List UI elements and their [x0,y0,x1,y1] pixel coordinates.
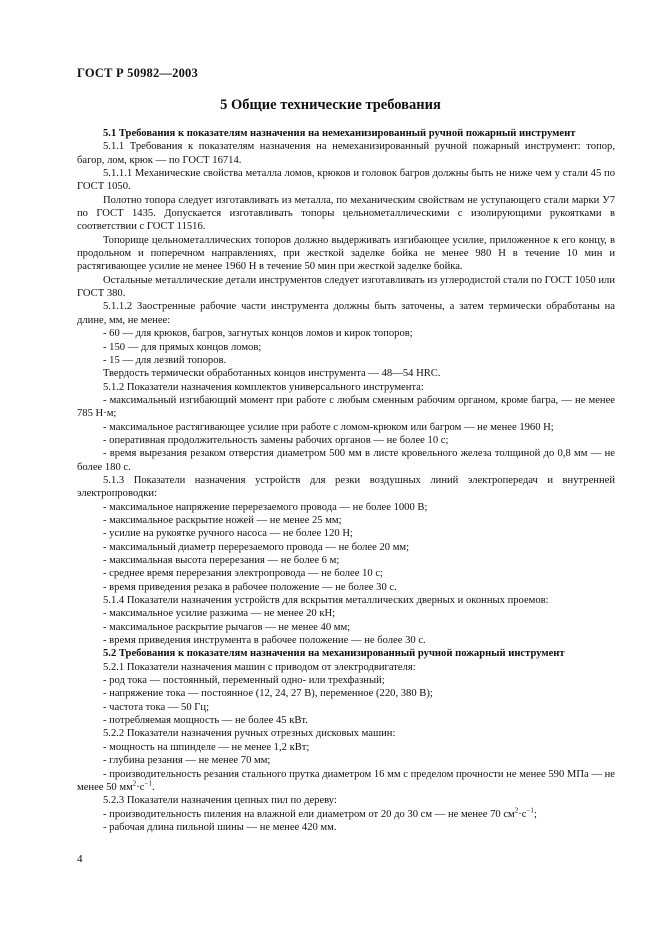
unit-superscript: −1 [526,806,534,814]
list-item: - рабочая длина пильной шины — не менее 420 мм. [103,821,337,833]
list-item: - время вырезания резаком отверстия диаметром 500 мм в листе кровельного железа толщиной до 0,8 мм — не более 180 с. [77,448,615,473]
list-item: - максимальная высота перерезания — не более 6 м; [103,555,340,566]
list-item: - максимальное раскрытие рычагов — не менее 40 мм; [103,621,351,633]
list-item: - 15 — для лезвий топоров. [103,354,227,366]
list-item: - время приведения резака в рабочее положение — не более 30 с. [103,581,397,593]
list-item: - род тока — постоянный, переменный одно- или трехфазный; [103,675,385,687]
document-header: ГОСТ Р 50982—2003 [77,66,198,80]
unit-text: ·с [136,781,145,793]
unit-text: ·с [518,808,527,820]
paragraph: 5.1.3 Показатели назначения устройств для резки воздушных линий электропередач и внутренней электропроводки: [77,474,615,500]
heading-5-1: 5.1 Требования к показателям назначения на немеханизированный ручной пожарный инструмент [103,128,576,139]
list-item: - оперативная продолжительность замены рабочих органов — не более 10 с; [103,434,449,446]
unit-superscript: 2 [514,806,519,814]
list-item: - максимальное напряжение перерезаемого провода — не более 1000 В; [103,501,428,513]
list-item: - максимальное усилие разжима — не менее 20 кН; [103,608,336,620]
list-item: - глубина резания — не менее 70 мм; [103,755,271,767]
page-number: 4 [77,853,83,865]
heading-5-2: 5.2 Требования к показателям назначения на механизированный ручной пожарный инструмент [103,648,565,660]
paragraph: 5.1.1.2 Заостренные рабочие части инструмента должны быть заточены, а затем термически обработаны на длине, мм, не менее: [77,301,615,326]
list-item: - частота тока — 50 Гц; [103,701,210,713]
section-title: 5 Общие технические требования [220,97,441,113]
paragraph: Твердость термически обработанных концов инструмента — 48—54 HRC. [103,368,441,380]
list-item: - максимальное раскрытие ножей — не менее 25 мм; [103,514,342,526]
list-item: - максимальное растягивающее усилие при работе с ломом-крюком или багром — не менее 1960 Н; [103,421,554,433]
list-item: - максимальный изгибающий момент при работе с любым сменным рабочим органом, кроме багра, — не менее 785 Н·м; [77,394,615,420]
list-item: - потребляемая мощность — не более 45 кВт. [103,715,308,727]
paragraph: 5.1.4 Показатели назначения устройств для вскрытия металлических дверных и оконных проемов: [103,595,549,607]
paragraph: Остальные металлические детали инструментов следует изготавливать из углеродистой стали по ГОСТ 1050 или ГОСТ 380. [77,274,615,300]
paragraph: 5.1.2 Показатели назначения комплектов универсального инструмента: [103,381,424,393]
paragraph: Топорище цельнометаллических топоров должно выдерживать изгибающее усилие, приложенное к его концу, в продольном и поперечном направлениях, при жесткой заделке бойка не менее 980 Н в течение 10 мин и растягивающее усилие не менее 1960 Н в течение 50 мин при жесткой заделке бойка. [77,234,615,273]
list-item: - 60 — для крюков, багров, загнутых концов ломов и кирок топоров; [103,328,413,340]
paragraph: 5.1.1 Требования к показателям назначения на немеханизированный ручной пожарный инструмент: топор, багор, лом, крюк — по ГОСТ 16714. [77,141,615,166]
list-item: - время приведения инструмента в рабочее положение — не более 30 с. [103,635,426,647]
list-item: - 150 — для прямых концов ломов; [103,341,262,353]
semicolon: ; [533,808,537,820]
cutting-rate-text: - производительность резания стального прутка диаметром 16 мм с пределом прочности не менее 590 МПа — не менее 50 мм [77,768,615,793]
paragraph: 5.2.2 Показатели назначения ручных отрезных дисковых машин: [103,728,396,740]
list-item-saw-rate [77,808,615,821]
document-body [77,127,615,834]
list-item: - мощность на шпинделе — не менее 1,2 кВт; [103,741,310,753]
paragraph: 5.1.1.1 Механические свойства металла ломов, крюков и головок багров должны быть не ниже чем у стали 45 по ГОСТ 1050. [77,168,615,193]
list-item: - максимальный диаметр перерезаемого провода — не более 20 мм; [103,541,410,553]
list-item: - напряжение тока — постоянное (12, 24, 27 В), переменное (220, 380 В); [103,688,433,700]
unit-superscript: 2 [132,779,137,788]
paragraph: 5.2.3 Показатели назначения цепных пил по дереву: [103,795,337,807]
list-item-cutting-rate [77,768,615,795]
saw-rate-text: - производительность пиления на влажной ели диаметром от 20 до 30 см — не менее 70 см [103,808,515,820]
list-item: - среднее время перерезания электропровода — не более 10 с; [103,568,383,580]
paragraph: Полотно топора следует изготавливать из металла, по механическим свойствам не уступающего стали марки У7 по ГОСТ 1435. Допускается изготавливать топоры цельнометаллическими с изолирующими рукоятками в соответствии с ГОСТ 11516. [77,194,615,233]
paragraph: 5.2.1 Показатели назначения машин с приводом от электродвигателя: [103,661,416,673]
unit-superscript: −1 [144,779,152,788]
period: . [151,781,155,793]
list-item: - усилие на рукоятке ручного насоса — не более 120 Н; [103,528,353,540]
